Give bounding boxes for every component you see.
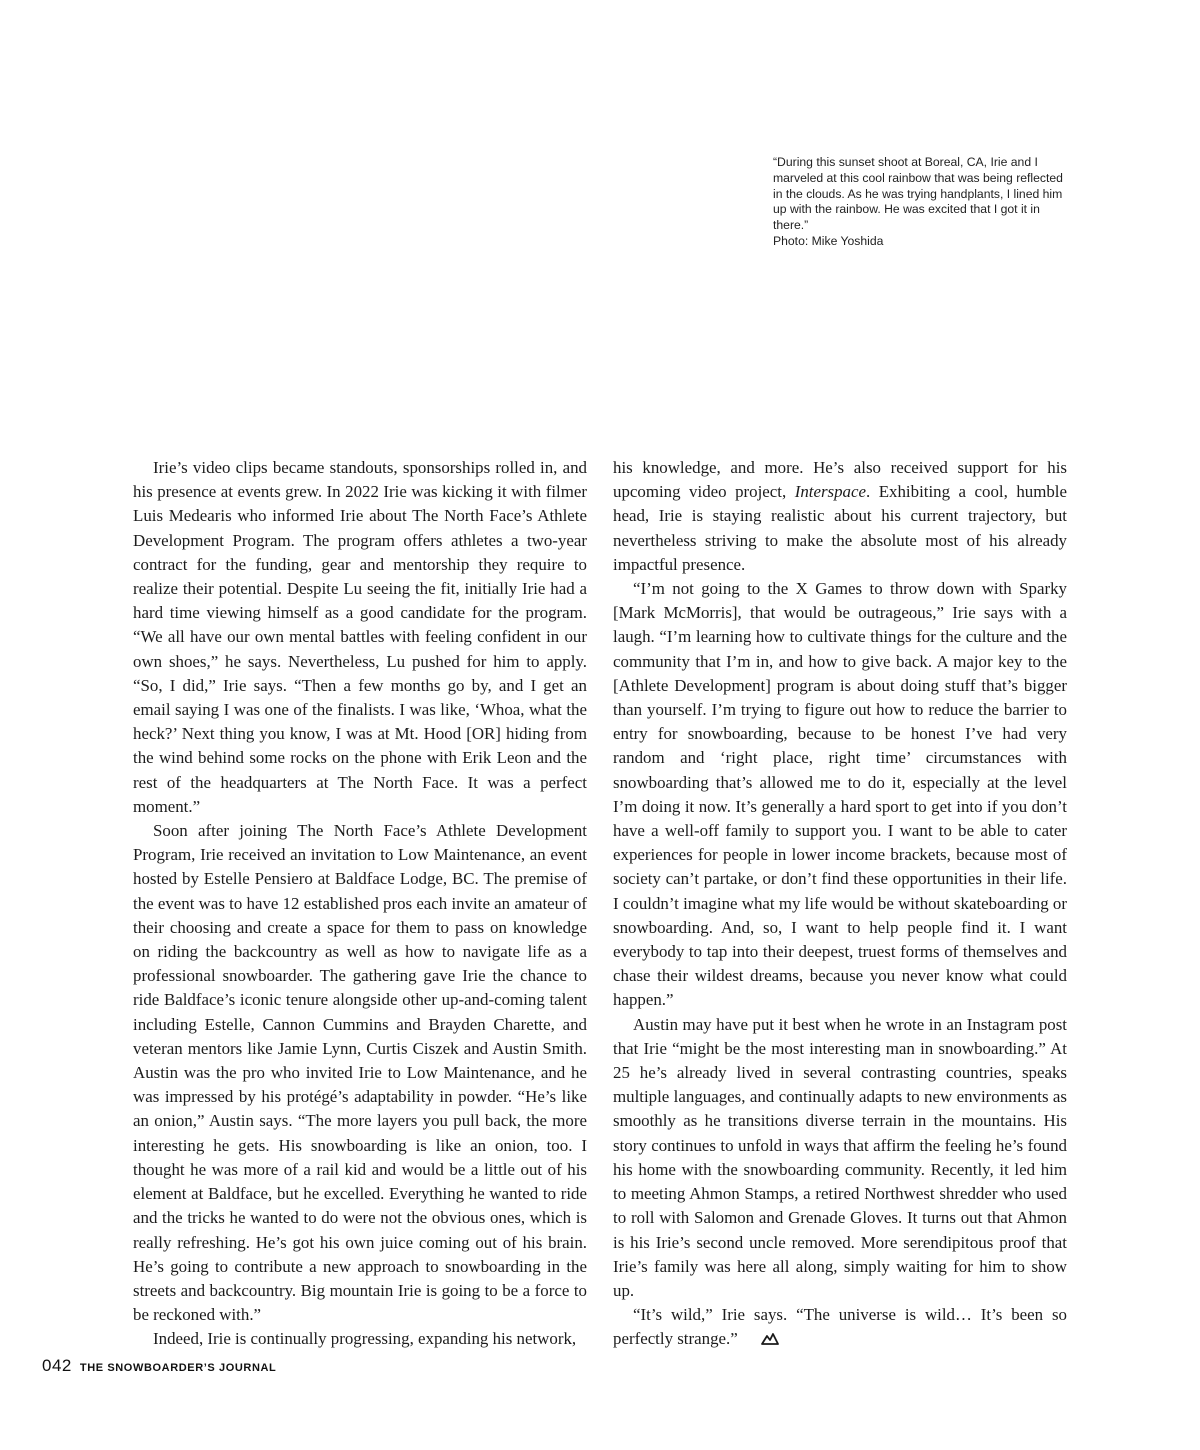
mountain-end-mark-icon bbox=[741, 1328, 779, 1352]
article-column-left bbox=[133, 456, 587, 1352]
paragraph: Soon after joining The North Face’s Athlete Development Program, Irie received an invitation to Low Maintenance, an event hosted by Estelle Pensiero at Baldface Lodge, BC. The premise of the event was to have 12 established pros each invite an amateur of their choosing and create a space for them to pass on knowledge on riding the backcountry as well as how to navigate life as a professional snowboarder. The gathering gave Irie the chance to ride Baldface’s iconic tenure alongside other up-and-coming talent including Estelle, Cannon Cummins and Brayden Charette, and veteran mentors like Jamie Lynn, Curtis Ciszek and Austin Smith. Austin was the pro who invited Irie to Low Maintenance, and he was impressed by his protégé’s adaptability in powder. “He’s like an onion,” Austin says. “The more layers you pull back, the more interesting he gets. His snowboarding is like an onion, too. I thought he was more of a rail kid and would be a little out of his element at Baldface, but he excelled. Everything he wanted to ride and the tricks he wanted to do were not the obvious ones, which is really refreshing. He’s got his own juice coming out of his brain. He’s going to contribute a new approach to snowboarding in the streets and backcountry. Big mountain Irie is going to be a force to be reckoned with.” bbox=[133, 821, 588, 1325]
paragraph-text: . Exhibiting a cool, humble head, Irie is staying realistic about his current trajectory, but nevertheless striving to make the absolute most of his already impactful presence. bbox=[613, 482, 1067, 574]
paragraph bbox=[613, 1303, 1067, 1352]
paragraph bbox=[613, 456, 1067, 577]
paragraph: Austin may have put it best when he wrote in an Instagram post that Irie “might be the most interesting man in snowboarding.” At 25 he’s already lived in several contrasting countries, speaks multiple languages, and continually adapts to new environments as smoothly as he transitions diverse terrain in the mountains. His story continues to unfold in ways that affirm the feeling he’s found his home with the snowboarding community. Recently, it led him to meeting Ahmon Stamps, a retired Northwest shredder who used to roll with Salomon and Grenade Gloves. It turns out that Ahmon is his Irie’s second uncle removed. More serendipitous proof that Irie’s family was here all along, simply waiting for him to show up. bbox=[613, 1014, 1067, 1300]
paragraph: “I’m not going to the X Games to throw down with Sparky [Mark McMorris], that would be outrageous,” Irie says with a laugh. “I’m learning how to cultivate things for the culture and the community that I’m in, and how to give back. A major key to the [Athlete Development] program is about doing stuff that’s bigger than yourself. I’m trying to figure out how to reduce the barrier to entry for snowboarding, because to be honest I’ve had very random and ‘right place, right time’ circumstances with snowboarding that’s allowed me to do it, especially at the level I’m doing it now. It’s generally a hard sport to get into if you don’t have a well-off family to support you. I want to be able to cater experiences for people in lower income brackets, because most of society can’t partake, or don’t find these opportunities in their life. I couldn’t imagine what my life would be without skateboarding or snowboarding. And, so, I want to help people find it. I want everybody to tap into their deepest, truest forms of themselves and chase their wildest dreams, because you never know what could happen.” bbox=[613, 579, 1067, 1010]
paragraph-text: his knowledge, and more. He’s also received support for his upcoming video project, bbox=[613, 458, 1067, 502]
paragraph: Indeed, Irie is continually progressing, expanding his network, bbox=[153, 1329, 577, 1349]
video-title: Interspace bbox=[794, 482, 866, 502]
photo-caption bbox=[773, 155, 1073, 250]
caption-credit: Photo: Mike Yoshida bbox=[773, 233, 884, 248]
closing-quote: “It’s wild,” Irie says. “The universe is wild… It’s been so perfectly strange.” bbox=[613, 1305, 1067, 1349]
page-number: 042 bbox=[42, 1356, 72, 1375]
paragraph: Irie’s video clips became standouts, sponsorships rolled in, and his presence at events grew. In 2022 Irie was kicking it with filmer Luis Medearis who informed Irie about The North Face’s Athlete Development Program. The program offers athletes a two-year contract for the funding, gear and mentorship they require to realize their potential. Despite Lu seeing the fit, initially Irie had a hard time viewing himself as a good candidate for the program. “We all have our own mental battles with feeling confident in our own shoes,” he says. Nevertheless, Lu pushed for him to apply. “So, I did,” Irie says. “Then a few months go by, and I get an email saying I was one of the finalists. I was like, ‘Whoa, what the heck?’ Next thing you know, I was at Mt. Hood [OR] hiding from the wind behind some rocks on the phone with Erik Leon and the rest of the headquarters at The North Face. It was a perfect moment.” bbox=[133, 458, 587, 816]
caption-quote: “During this sunset shoot at Boreal, CA, Irie and I marveled at this cool rainbow that was being reflected in the clouds. As he was trying handplants, I lined him up with the rainbow. He was excited that I got it in there.” bbox=[773, 155, 1063, 233]
article-column-right bbox=[613, 456, 1067, 1353]
page-footer bbox=[42, 1356, 276, 1376]
publication-name: THE SNOWBOARDER’S JOURNAL bbox=[79, 1362, 277, 1374]
